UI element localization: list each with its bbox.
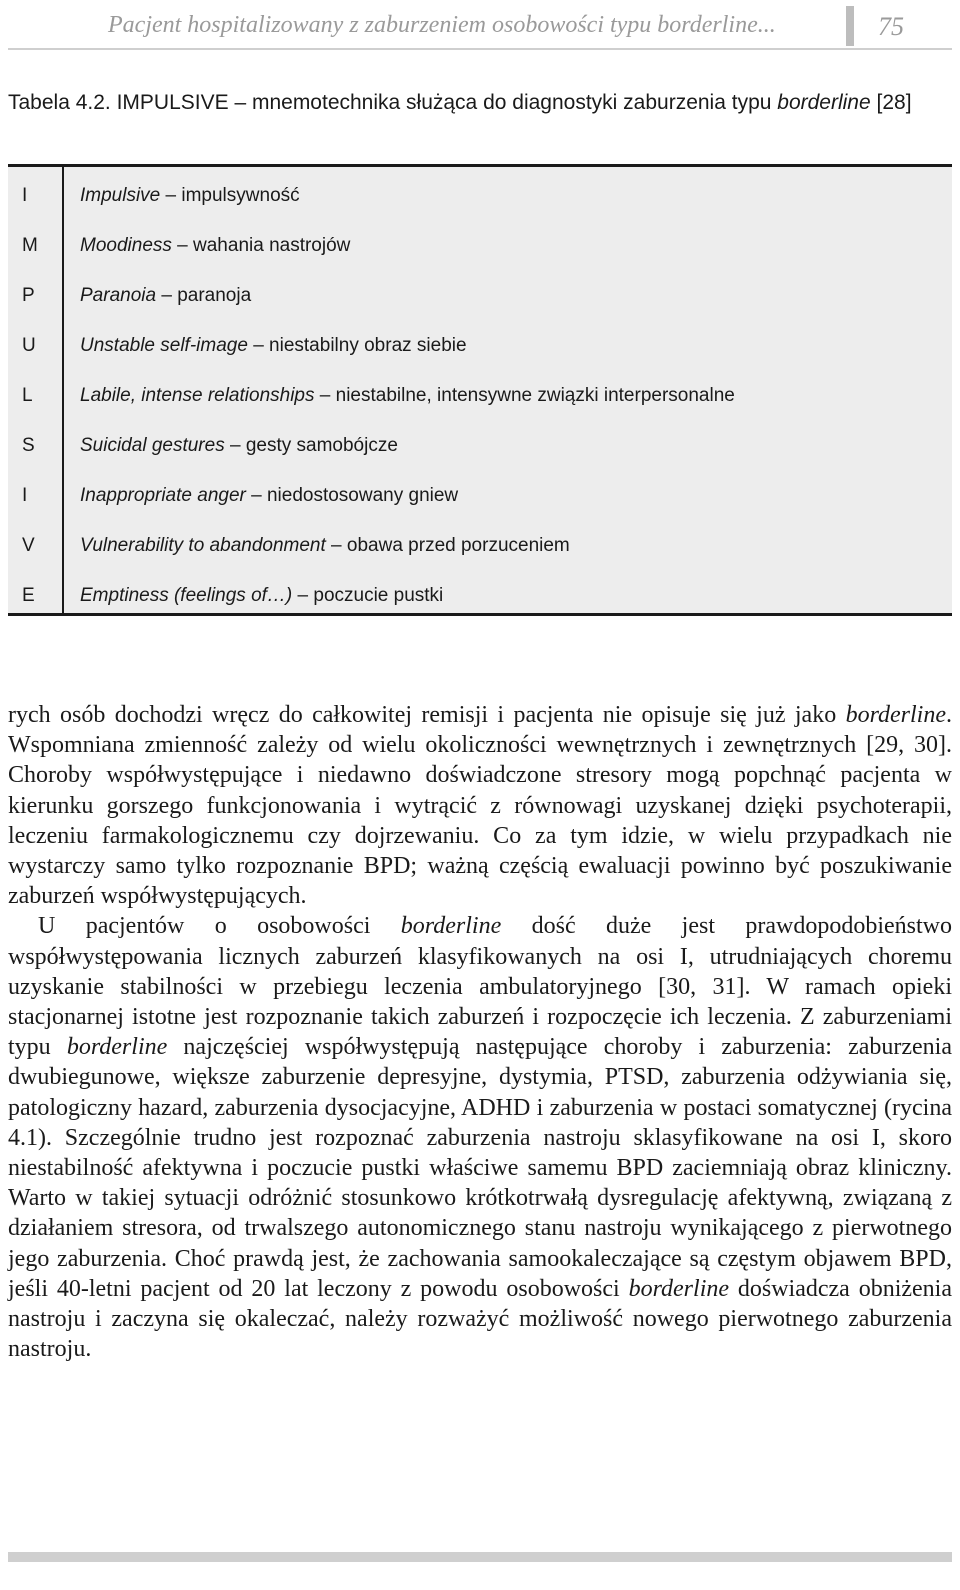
body-text (8, 700, 952, 1364)
row-english: Suicidal gestures (80, 435, 225, 456)
footer-bar (8, 1552, 952, 1562)
row-text (80, 571, 443, 621)
p2-text-b: dość duże jest prawdopodobieństwo współwystępowania licznych zaburzeń klasyfikowanych na osi I, utrudniających choremu uzyskanie stabilności w przebiegu leczenia ambulatoryjnego [30, 31]. W ramach opieki stacjonarnej istotne jest rozpoznanie takich zaburzeń i rozpoczęcie ich leczenia. Z zaburzeniami typu (8, 913, 952, 1061)
row-separator: – (292, 585, 314, 606)
row-separator: – (247, 335, 270, 356)
row-letter: P (22, 285, 35, 306)
row-letter: U (22, 335, 36, 356)
p2-text-a: U pacjentów o osobowości (38, 913, 401, 940)
paragraph-1 (8, 700, 952, 911)
row-text (80, 171, 300, 221)
row-polish: wahania nastrojów (193, 235, 351, 256)
table-row (8, 521, 952, 571)
table-row (8, 421, 952, 471)
row-polish: paranoja (177, 285, 252, 306)
row-separator: – (224, 435, 246, 456)
row-letter: L (22, 385, 33, 406)
row-letter: I (22, 485, 28, 506)
row-english: Moodiness (80, 235, 172, 256)
row-polish: poczucie pustki (313, 585, 444, 606)
row-letter: S (22, 435, 35, 456)
table-row (8, 471, 952, 521)
row-text (80, 321, 467, 371)
table-row (8, 171, 952, 221)
p2-italic-term-3: borderline (628, 1275, 730, 1302)
row-text (80, 221, 350, 271)
caption-suffix: [28] (870, 91, 912, 114)
row-polish: niedostosowany gniew (266, 485, 459, 506)
row-polish: obawa przed porzuceniem (346, 535, 570, 556)
caption-prefix: Tabela 4.2. IMPULSIVE – mnemotechnika służąca do diagnostyki zaburzenia typu (8, 91, 778, 114)
table-row (8, 321, 952, 371)
row-polish: gesty samobójcze (245, 435, 398, 456)
header-divider (846, 6, 854, 46)
row-english: Paranoia (80, 285, 157, 306)
row-separator: – (314, 385, 336, 406)
table-row (8, 221, 952, 271)
row-letter: I (22, 185, 28, 206)
p2-italic-term-1: borderline (400, 913, 502, 940)
p2-text-d: doświadcza obniżenia nastroju i zaczyna się okaleczać, należy rozważyć możliwość nowego pierwotnego zaburzenia nastroju. (8, 1275, 952, 1363)
row-separator: – (325, 535, 347, 556)
table-row (8, 571, 952, 621)
row-english: Unstable self-image (80, 335, 248, 356)
row-text (80, 271, 251, 321)
row-text (80, 371, 735, 421)
row-separator: – (160, 185, 182, 206)
row-english: Labile, intense relationships (80, 385, 315, 406)
p2-italic-term-2: borderline (66, 1034, 168, 1061)
row-english: Emptiness (feelings of…) (80, 585, 293, 606)
mnemonic-table (8, 164, 952, 616)
row-text (80, 471, 458, 521)
row-english: Inappropriate anger (80, 485, 246, 506)
row-english: Vulnerability to abandonment (80, 535, 326, 556)
row-text (80, 521, 570, 571)
row-separator: – (156, 285, 178, 306)
row-letter: E (22, 585, 35, 606)
table-caption (8, 90, 952, 116)
page-number: 75 (878, 12, 904, 41)
row-text (80, 421, 398, 471)
table-row (8, 371, 952, 421)
caption-italic-term: borderline (777, 91, 871, 114)
p1-text-b: . Wspomniana zmienność zależy od wielu okoliczności wewnętrznych i zewnętrznych [29, 30]. Choroby współwystępujące i niedawno doświadczone stresory mogą popchnąć pacjenta w kierunku gorszego funkcjonowania i wytrącić z równowagi uzyskanej dzięki psychoterapii, leczeniu farmakologicznemu czy dojrzewaniu. Co za tym idzie, w wielu przypadkach nie wystarczy samo tylko rozpoznanie BPD; ważną częścią ewaluacji powinno być poszukiwanie zaburzeń współwystępujących. (8, 702, 952, 910)
running-header-title: Pacjent hospitalizowany z zaburzeniem osobowości typu borderline... (108, 12, 776, 38)
row-separator: – (171, 235, 194, 256)
table-row (8, 271, 952, 321)
p1-text-a: rych osób dochodzi wręcz do całkowitej remisji i pacjenta nie opisuje się już jako (8, 702, 846, 728)
row-separator: – (245, 485, 267, 506)
row-polish: niestabilny obraz siebie (269, 335, 467, 356)
row-letter: V (22, 535, 35, 556)
row-polish: impulsywność (181, 185, 300, 206)
running-header (8, 4, 952, 50)
row-polish: niestabilne, intensywne związki interpersonalne (335, 385, 735, 406)
paragraph-2 (8, 911, 952, 1364)
p2-text-c: najczęściej współwystępują następujące choroby i zaburzenia: zaburzenia dwubiegunowe, większe zaburzenie depresyjne, dystymia, PTSD, zaburzenia odżywiania się, patologiczny hazard, zaburzenia dysocjacyjne, ADHD i zaburzenia w postaci somatycznej (rycina 4.1). Szczególnie trudno jest rozpoznać zaburzenia nastroju sklasyfikowane na osi I, skoro niestabilność afektywna i poczucie pustki właściwe samemu BPD zaciemniają obraz kliniczny. Warto w takiej sytuacji odróżnić stosunkowo krótkotrwałą dysregulację afektywną, związaną z działaniem stresora, od trwalszego autonomicznego stanu nastroju wynikającego z pierwotnego jego zaburzenia. Choć prawdą jest, że zachowania samookaleczające są częstym objawem BPD, jeśli 40-letni pacjent od 20 lat leczony z powodu osobowości (8, 1034, 953, 1302)
row-letter: M (22, 235, 38, 256)
p1-italic-term: borderline (845, 702, 946, 728)
row-english: Impulsive (80, 185, 161, 206)
